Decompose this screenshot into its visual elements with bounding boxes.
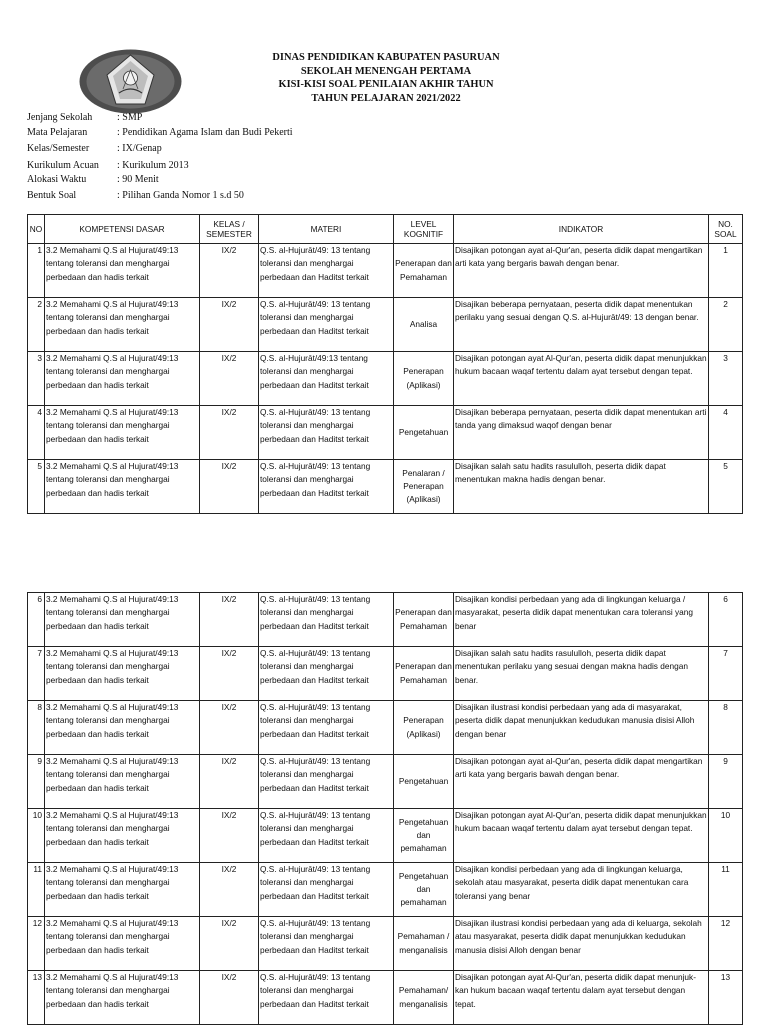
kompetensi-dasar-cell: 3.2 Memahami Q.S al Hujurat/49:13 tentang toleransi dan menghargai perbedaan dan hadis terkait [45, 406, 200, 460]
kelas-semester-cell: IX/2 [200, 809, 259, 863]
tut-wuri-handayani-logo [79, 49, 182, 114]
meta-value: : IX/Genap [117, 143, 162, 155]
table-row [28, 701, 743, 755]
indikator-cell: Disajikan ilustrasi kondisi perbedaan yang ada di masyarakat, peserta didik dapat menunjukkan kedudukan manusia disisi Alloh dengan benar [454, 701, 709, 755]
table-row [28, 460, 743, 514]
kelas-semester-cell: IX/2 [200, 863, 259, 917]
table-row [28, 647, 743, 701]
materi-cell: Q.S. al-Hujurāt/49: 13 tentang toleransi dan menghargai perbedaan dan Haditst terkait [259, 298, 394, 352]
header-agency: DINAS PENDIDIKAN KABUPATEN PASURUAN [272, 52, 500, 63]
no-soal-cell: 3 [709, 352, 743, 406]
kompetensi-dasar-cell: 3.2 Memahami Q.S al Hujurat/49:13 tentang toleransi dan menghargai perbedaan dan hadis terkait [45, 809, 200, 863]
meta-label: Kurikulum Acuan [27, 159, 99, 171]
level-kognitif-cell: Penerapan (Aplikasi) [394, 701, 454, 755]
no-soal-cell: 11 [709, 863, 743, 917]
kelas-semester-cell: IX/2 [200, 352, 259, 406]
meta-label: Kelas/Semester [27, 143, 90, 155]
row-number: 7 [28, 647, 45, 701]
level-kognitif-cell: Penerapan dan Pemahaman [394, 593, 454, 647]
indikator-cell: Disajikan potongan ayat Al-Qur'an, peserta didik dapat menunjukkan hukum bacaan waqaf tertentu dalam ayat tersebut dengan tepat. [454, 352, 709, 406]
materi-cell: Q.S. al-Hujurāt/49: 13 tentang toleransi dan menghargai perbedaan dan Haditst terkait [259, 863, 394, 917]
table-row [28, 244, 743, 298]
materi-cell: Q.S. al-Hujurāt/49: 13 tentang toleransi dan menghargai perbedaan dan Haditst terkait [259, 809, 394, 863]
meta-label: Jenjang Sekolah [27, 112, 93, 123]
level-kognitif-cell: Pengetahuan dan pemahaman [394, 809, 454, 863]
level-kognitif-cell: Penerapan dan Pemahaman [394, 647, 454, 701]
no-soal-cell: 6 [709, 593, 743, 647]
level-kognitif-cell: Pengetahuan [394, 755, 454, 809]
no-soal-cell: 5 [709, 460, 743, 514]
no-soal-cell: 2 [709, 298, 743, 352]
row-number: 11 [28, 863, 45, 917]
table-row [28, 352, 743, 406]
indikator-cell: Disajikan potongan ayat Al-Qur'an, peserta didik dapat menunjuk-kan hukum bacaan waqaf tertentu dalam ayat tersebut dengan tepat. [454, 971, 709, 1025]
row-number: 4 [28, 406, 45, 460]
table-row [28, 298, 743, 352]
row-number: 3 [28, 352, 45, 406]
row-number: 10 [28, 809, 45, 863]
indikator-cell: Disajikan salah satu hadits rasululloh, peserta didik dapat menentukan makna hadis dengan benar. [454, 460, 709, 514]
meta-value: : 90 Menit [117, 174, 159, 186]
meta-value: : Kurikulum 2013 [117, 159, 189, 171]
no-soal-cell: 9 [709, 755, 743, 809]
materi-cell: Q.S. al-Hujurāt/49: 13 tentang toleransi dan menghargai perbedaan dan Haditst terkait [259, 917, 394, 971]
row-number: 1 [28, 244, 45, 298]
table-row [28, 593, 743, 647]
indikator-cell: Disajikan kondisi perbedaan yang ada di lingkungan keluarga, sekolah atau masyarakat, peserta didik dapat menentukan cara toleransi yang benar [454, 863, 709, 917]
row-number: 9 [28, 755, 45, 809]
kelas-semester-cell: IX/2 [200, 593, 259, 647]
kelas-semester-cell: IX/2 [200, 971, 259, 1025]
no-soal-cell: 13 [709, 971, 743, 1025]
kelas-semester-cell: IX/2 [200, 647, 259, 701]
meta-label: Alokasi Waktu [27, 174, 87, 186]
header-doc-title: KISI-KISI SOAL PENILAIAN AKHIR TAHUN [278, 79, 494, 91]
kompetensi-dasar-cell: 3.2 Memahami Q.S al Hujurat/49:13 tentang toleransi dan menghargai perbedaan dan hadis terkait [45, 701, 200, 755]
row-number: 13 [28, 971, 45, 1025]
indikator-cell: Disajikan potongan ayat Al-Qur'an, peserta didik dapat menunjukkan hukum bacaan waqaf tertentu dalam ayat tersebut dengan tepat. [454, 809, 709, 863]
row-number: 8 [28, 701, 45, 755]
kelas-semester-cell: IX/2 [200, 244, 259, 298]
kompetensi-dasar-cell: 3.2 Memahami Q.S al Hujurat/49:13 tentang toleransi dan menghargai perbedaan dan hadis terkait [45, 460, 200, 514]
row-number: 5 [28, 460, 45, 514]
indikator-cell: Disajikan beberapa pernyataan, peserta didik dapat menentukan arti tanda yang dimaksud waqof dengan benar [454, 406, 709, 460]
indikator-cell: Disajikan salah satu hadits rasululloh, peserta didik dapat menentukan perilaku yang sesuai dengan makna hadis dengan benar. [454, 647, 709, 701]
row-number: 2 [28, 298, 45, 352]
header-kompetensi-dasar: KOMPETENSI DASAR [45, 215, 200, 244]
indikator-cell: Disajikan ilustrasi kondisi perbedaan yang ada di keluarga, sekolah atau masyarakat, peserta didik dapat menunjukkan kedudukan manusia disisi Alloh dengan benar [454, 917, 709, 971]
materi-cell: Q.S. al-Hujurāt/49: 13 tentang toleransi dan menghargai perbedaan dan Haditst terkait [259, 755, 394, 809]
level-kognitif-cell: Pengetahuan dan pemahaman [394, 863, 454, 917]
materi-cell: Q.S. al-Hujurāt/49: 13 tentang toleransi dan menghargai perbedaan dan Haditst terkait [259, 244, 394, 298]
indikator-cell: Disajikan potongan ayat al-Qur'an, peserta didik dapat mengartikan arti kata yang bergaris bawah dengan benar. [454, 755, 709, 809]
materi-cell: Q.S. al-Hujurāt/49: 13 tentang toleransi dan menghargai perbedaan dan Haditst terkait [259, 460, 394, 514]
table-row [28, 755, 743, 809]
materi-cell: Q.S. al-Hujurāt/49:13 tentang toleransi dan menghargai perbedaan dan Haditst terkait [259, 352, 394, 406]
level-kognitif-cell: Penerapan dan Pemahaman [394, 244, 454, 298]
header-materi: MATERI [259, 215, 394, 244]
kelas-semester-cell: IX/2 [200, 917, 259, 971]
header-no-soal: NO. SOAL [709, 215, 743, 244]
kompetensi-dasar-cell: 3.2 Memahami Q.S al Hujurat/49:13 tentang toleransi dan menghargai perbedaan dan hadis terkait [45, 755, 200, 809]
kelas-semester-cell: IX/2 [200, 755, 259, 809]
materi-cell: Q.S. al-Hujurāt/49: 13 tentang toleransi dan menghargai perbedaan dan Haditst terkait [259, 593, 394, 647]
materi-cell: Q.S. al-Hujurāt/49: 13 tentang toleransi dan menghargai perbedaan dan Haditst terkait [259, 647, 394, 701]
document-header [230, 51, 542, 105]
header-indikator: INDIKATOR [454, 215, 709, 244]
kompetensi-dasar-cell: 3.2 Memahami Q.S al Hujurat/49:13 tentang toleransi dan menghargai perbedaan dan hadis terkait [45, 971, 200, 1025]
no-soal-cell: 7 [709, 647, 743, 701]
row-number: 6 [28, 593, 45, 647]
indikator-cell: Disajikan beberapa pernyataan, peserta didik dapat menentukan perilaku yang sesuai dengan Q.S. al-Hujurāt/49: 13 dengan benar. [454, 298, 709, 352]
materi-cell: Q.S. al-Hujurāt/49: 13 tentang toleransi dan menghargai perbedaan dan Haditst terkait [259, 406, 394, 460]
header-academic-year: TAHUN PELAJARAN 2021/2022 [311, 92, 461, 104]
kisi-kisi-table-continued [27, 592, 743, 1025]
header-school: SEKOLAH MENENGAH PERTAMA [300, 65, 472, 77]
kelas-semester-cell: IX/2 [200, 701, 259, 755]
meta-value: : SMP [117, 112, 143, 123]
level-kognitif-cell: Penerapan (Aplikasi) [394, 352, 454, 406]
no-soal-cell: 4 [709, 406, 743, 460]
kompetensi-dasar-cell: 3.2 Memahami Q.S al Hujurat/49:13 tentang toleransi dan menghargai perbedaan dan hadis terkait [45, 647, 200, 701]
header-no: NO [28, 215, 45, 244]
no-soal-cell: 12 [709, 917, 743, 971]
header-kelas-semester: KELAS / SEMESTER [200, 215, 259, 244]
table-row [28, 809, 743, 863]
kompetensi-dasar-cell: 3.2 Memahami Q.S al Hujurat/49:13 tentang toleransi dan menghargai perbedaan dan hadis terkait [45, 298, 200, 352]
kelas-semester-cell: IX/2 [200, 298, 259, 352]
table-row [28, 406, 743, 460]
kompetensi-dasar-cell: 3.2 Memahami Q.S al Hujurat/49:13 tentang toleransi dan menghargai perbedaan dan hadis terkait [45, 352, 200, 406]
table-row [28, 971, 743, 1025]
no-soal-cell: 8 [709, 701, 743, 755]
materi-cell: Q.S. al-Hujurāt/49: 13 tentang toleransi dan menghargai perbedaan dan Haditst terkait [259, 701, 394, 755]
no-soal-cell: 1 [709, 244, 743, 298]
meta-label: Mata Pelajaran [27, 126, 88, 138]
table-row [28, 917, 743, 971]
meta-value: : Pendidikan Agama Islam dan Budi Pekerti [117, 126, 293, 138]
header-level-kognitif: LEVEL KOGNITIF [394, 215, 454, 244]
indikator-cell: Disajikan kondisi perbedaan yang ada di lingkungan keluarga / masyarakat, peserta didik dapat menentukan cara toleransi yang benar [454, 593, 709, 647]
level-kognitif-cell: Penalaran / Penerapan (Aplikasi) [394, 460, 454, 514]
level-kognitif-cell: Pengetahuan [394, 406, 454, 460]
kompetensi-dasar-cell: 3.2 Memahami Q.S al Hujurat/49:13 tentang toleransi dan menghargai perbedaan dan hadis terkait [45, 244, 200, 298]
kompetensi-dasar-cell: 3.2 Memahami Q.S al Hujurat/49:13 tentang toleransi dan menghargai perbedaan dan hadis terkait [45, 593, 200, 647]
materi-cell: Q.S. al-Hujurāt/49: 13 tentang toleransi dan menghargai perbedaan dan Haditst terkait [259, 971, 394, 1025]
kompetensi-dasar-cell: 3.2 Memahami Q.S al Hujurat/49:13 tentang toleransi dan menghargai perbedaan dan hadis terkait [45, 863, 200, 917]
kompetensi-dasar-cell: 3.2 Memahami Q.S al Hujurat/49:13 tentang toleransi dan menghargai perbedaan dan hadis terkait [45, 917, 200, 971]
level-kognitif-cell: Pemahaman / menganalisis [394, 917, 454, 971]
table-row [28, 863, 743, 917]
level-kognitif-cell: Analisa [394, 298, 454, 352]
no-soal-cell: 10 [709, 809, 743, 863]
indikator-cell: Disajikan potongan ayat al-Qur'an, peserta didik dapat mengartikan arti kata yang bergaris bawah dengan benar. [454, 244, 709, 298]
meta-value: : Pilihan Ganda Nomor 1 s.d 50 [117, 189, 244, 201]
kelas-semester-cell: IX/2 [200, 460, 259, 514]
meta-label: Bentuk Soal [27, 189, 77, 201]
row-number: 12 [28, 917, 45, 971]
kisi-kisi-table [27, 214, 743, 514]
level-kognitif-cell: Pemahaman/ menganalisis [394, 971, 454, 1025]
kelas-semester-cell: IX/2 [200, 406, 259, 460]
